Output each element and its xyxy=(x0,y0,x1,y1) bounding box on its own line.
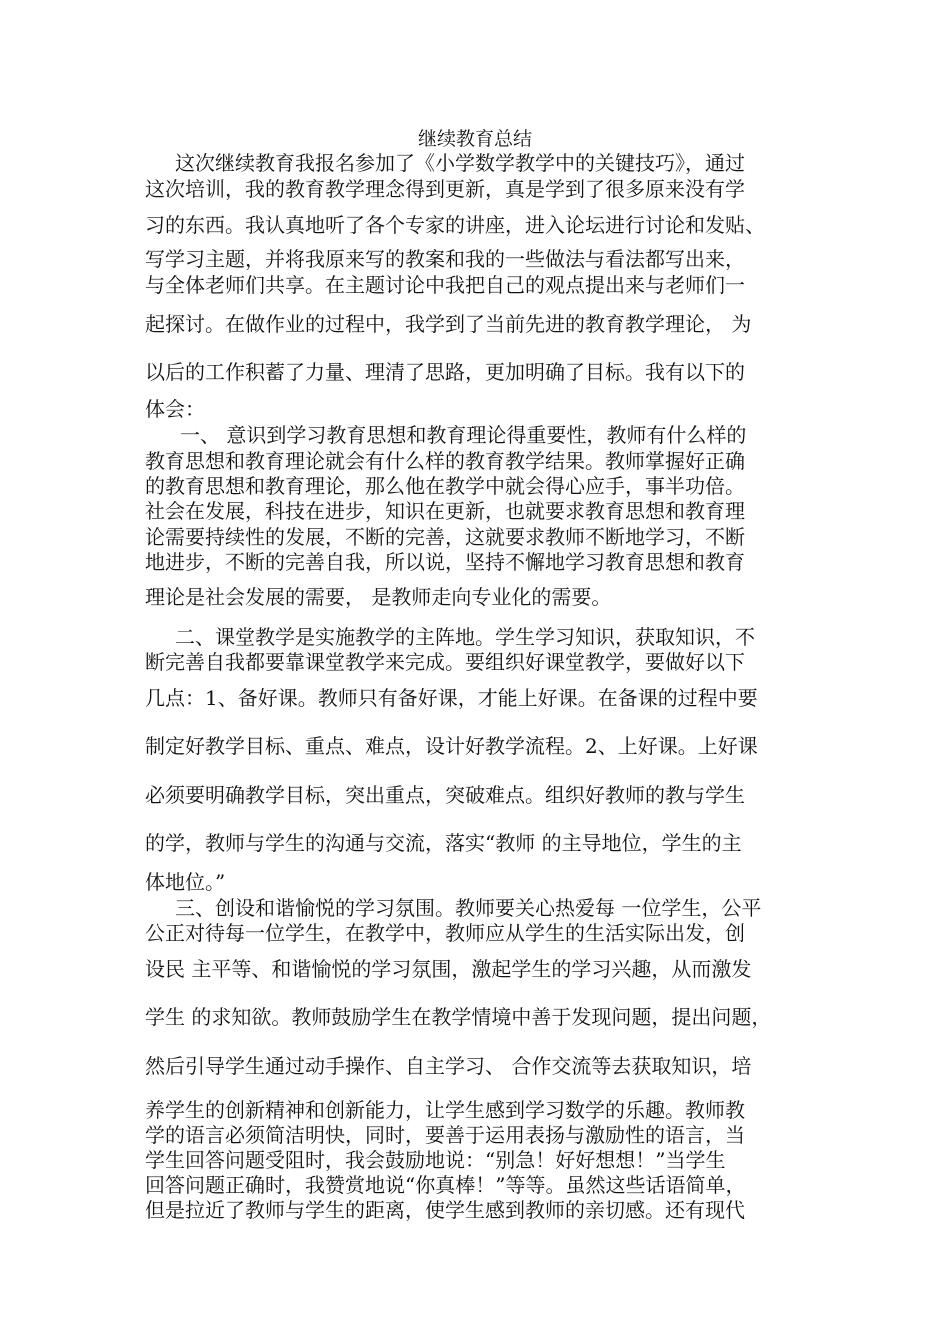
body-line: 理论是社会发展的需要， 是教师走向专业化的需要。 xyxy=(145,585,612,609)
body-line: 一、 意识到学习教育思想和教育理论得重要性，教师有什么样的 xyxy=(180,423,747,447)
body-line: 与全体老师们共享。在主题讨论中我把自己的观点提出来与老师们一 xyxy=(145,273,745,297)
body-line: 以后的工作积蓄了力量、理清了思路，更加明确了目标。我有以下的 xyxy=(145,360,745,384)
body-line: 的学，教师与学生的沟通与交流，落实“教师 的主导地位，学生的主 xyxy=(145,831,742,855)
body-line: 体地位。” xyxy=(145,870,226,894)
body-line: 地进步，不断的完善自我，所以说，坚持不懈地学习教育思想和教育 xyxy=(145,550,745,574)
body-line: 公正对待每一位学生，在教学中，教师应从学生的生活实际出发，创 xyxy=(145,921,745,945)
body-line: 但是拉近了教师与学生的距离，使学生感到教师的亲切感。还有现代 xyxy=(145,1198,745,1222)
body-line: 设民 主平等、和谐愉悦的学习氛围，激起学生的学习兴趣，从而激发 xyxy=(145,957,752,981)
body-line: 几点：1、备好课。教师只有备好课，才能上好课。在备课的过程中要 xyxy=(145,686,758,710)
body-line: 起探讨。在做作业的过程中，我学到了当前先进的教育教学理论， 为 xyxy=(145,312,752,336)
body-line: 的教育思想和教育理论，那么他在教学中就会得心应手，事半功倍。 xyxy=(145,474,745,498)
body-line: 社会在发展，科技在进步，知识在更新，也就要求教育思想和教育理 xyxy=(145,499,745,523)
body-line: 体会： xyxy=(145,397,205,421)
body-line: 断完善自我都要靠课堂教学来完成。要组织好课堂教学，要做好以下 xyxy=(145,650,745,674)
body-line: 养学生的创新精神和创新能力，让学生感到学习数学的乐趣。教师教 xyxy=(145,1098,745,1122)
body-line: 回答问题正确时，我赞赏地说“你真棒！”等等。虽然这些话语简单， xyxy=(145,1173,746,1197)
body-line: 制定好教学目标、重点、难点，设计好教学流程。2、上好课。上好课 xyxy=(145,734,758,758)
body-line: 教育思想和教育理论就会有什么样的教育教学结果。教师掌握好正确 xyxy=(145,449,745,473)
body-line: 写学习主题，并将我原来写的教案和我的一些做法与看法都写出来， xyxy=(145,247,745,271)
document-title: 继续教育总结 xyxy=(417,128,532,150)
body-line: 习的东西。我认真地听了各个专家的讲座，进入论坛进行讨论和发贴、 xyxy=(145,213,765,237)
body-line: 学的语言必须简洁明快，同时，要善于运用表扬与激励性的语言，当 xyxy=(145,1123,745,1147)
body-line: 然后引导学生通过动手操作、自主学习、 合作交流等去获取知识，培 xyxy=(145,1054,752,1078)
body-line: 必须要明确教学目标，突出重点，突破难点。组织好教师的教与学生 xyxy=(145,783,745,807)
body-line: 学生 的求知欲。教师鼓励学生在教学情境中善于发现问题，提出问题， xyxy=(145,1005,772,1029)
body-line: 学生回答问题受阻时，我会鼓励地说：“别急！好好想想！”当学生 xyxy=(145,1148,726,1172)
body-line: 三、创设和谐愉悦的学习氛围。教师要关心热爱每 一位学生，公平 xyxy=(175,896,762,920)
body-line: 二、课堂教学是实施教学的主阵地。学生学习知识，获取知识，不 xyxy=(175,625,755,649)
body-line: 这次培训，我的教育教学理念得到更新，真是学到了很多原来没有学 xyxy=(145,177,745,201)
body-line: 这次继续教育我报名参加了《小学数学教学中的关键技巧》，通过 xyxy=(175,151,745,175)
body-line: 论需要持续性的发展，不断的完善，这就要求教师不断地学习，不断 xyxy=(145,525,745,549)
